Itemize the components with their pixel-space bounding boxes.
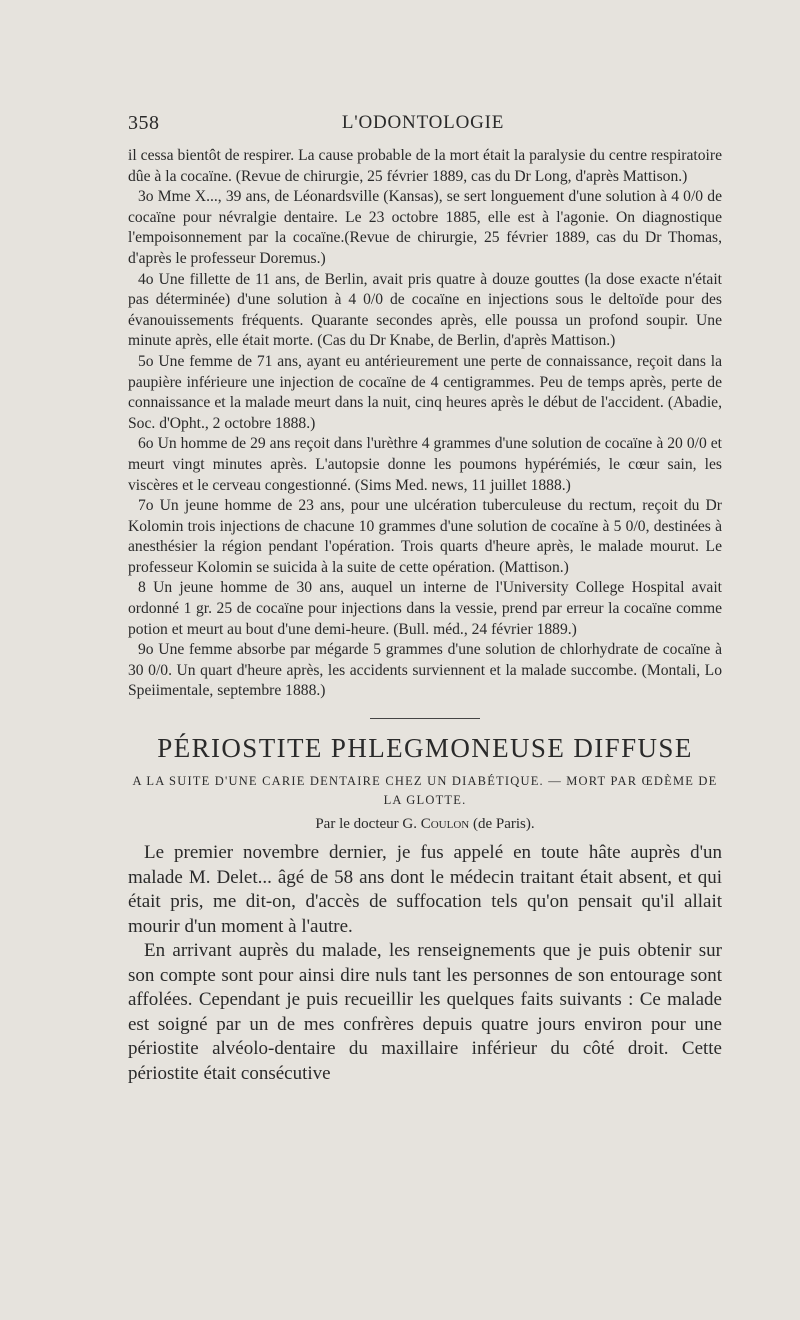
section-divider bbox=[370, 718, 480, 719]
article-title: PÉRIOSTITE PHLEGMONEUSE DIFFUSE bbox=[157, 733, 693, 764]
footnote-paragraph: 9o Une femme absorbe par mégarde 5 grammes d'une solution de chlorhydrate de cocaïne à 30 0/0. Un quart d'heure après, les accidents surviennent et la malade succombe. (Montali, Lo Speiimentale, septembre 1888.) bbox=[128, 641, 722, 700]
article-paragraph: Le premier novembre dernier, je fus appelé en toute hâte auprès d'un malade M. Delet... âgé de 58 ans dont le médecin traitant était absent, et qui était pris, me dit-on, d'accès de suffocation tels qu'on pensait qu'il allait mourir d'un moment à l'autre. bbox=[128, 842, 722, 937]
footnote-paragraph: 8 Un jeune homme de 30 ans, auquel un interne de l'University College Hospital avait ordonné 1 gr. 25 de cocaïne pour injections dans la vessie, prend par erreur la cocaïne comme potion et meurt au bout d'une demi-heure. (Bull. méd., 24 février 1889.) bbox=[128, 579, 722, 638]
page-header bbox=[128, 112, 718, 142]
article-paragraph: En arrivant auprès du malade, les renseignements que je puis obtenir sur son compte sont pour ainsi dire nuls tant les personnes de son entourage sont affolées. Cependant je puis recueillir les quelques faits suivants : Ce malade est soigné par un de mes confrères depuis quatre jours environ pour une périostite alvéolo-dentaire du maxillaire inférieur du côté droit. Cette périostite était consécutive bbox=[128, 940, 722, 1084]
byline-suffix: (de Paris). bbox=[469, 816, 535, 833]
footnote-paragraph: 6o Un homme de 29 ans reçoit dans l'urèthre 4 grammes d'une solution de cocaïne à 20 0/0 et meurt vingt minutes après. L'autopsie donne les poumons hypérémiés, le cœur sain, les viscères et le cerveau congestionné. (Sims Med. news, 11 juillet 1888.) bbox=[128, 435, 722, 494]
page-number: 358 bbox=[128, 112, 160, 134]
page-body bbox=[128, 146, 722, 1086]
footnote-paragraph: 5o Une femme de 71 ans, ayant eu antérieurement une perte de connaissance, reçoit dans la paupière inférieure une injection de cocaïne de 4 centigrammes. Peu de temps après, perte de connaissance et la malade meurt dans la nuit, cinq heures après le début de l'accident. (Abadie, Soc. d'Opht., 2 octobre 1888.) bbox=[128, 352, 722, 432]
article-subtitle: A LA SUITE D'UNE CARIE DENTAIRE CHEZ UN DIABÉTIQUE. — MORT PAR ŒDÈME DE LA GLOTTE. bbox=[132, 774, 718, 808]
author-name: Coulon bbox=[420, 816, 470, 833]
footnote-paragraph: 7o Un jeune homme de 23 ans, pour une ulcération tuberculeuse du rectum, reçoit du Dr Kolomin trois injections de chacune 10 grammes d'une solution de cocaïne à 5 0/0, destinées à anesthésier la région pendant l'opération. Trois quarts d'heure après, le malade mourut. Le professeur Kolomin se suicida à la suite de cette opération. (Mattison.) bbox=[128, 497, 722, 576]
article-byline bbox=[128, 816, 722, 833]
footnote-paragraph: 3o Mme X..., 39 ans, de Léonardsville (Kansas), se sert longuement d'une solution à 4 0/0 de cocaïne pour névralgie dentaire. Le 23 octobre 1885, elle est à l'agonie. On diagnostique l'empoisonnement par la cocaïne.(Revue de chirurgie, 25 février 1889, cas du Dr Thomas, d'après le professeur Doremus.) bbox=[128, 188, 722, 267]
running-title: L'ODONTOLOGIE bbox=[341, 112, 505, 133]
byline-prefix: Par le docteur G. bbox=[315, 816, 421, 833]
footnote-paragraph: 4o Une fillette de 11 ans, de Berlin, avait pris quatre à douze gouttes (la dose exacte n'était pas déterminée) d'une solution à 4 0/0 de cocaïne en injections sous le deltoïde pour des évanouissements fréquents. Quarante secondes après, elle poussa un profond soupir. Une minute après, elle était morte. (Cas du Dr Knabe, de Berlin, d'après Mattison.) bbox=[128, 270, 722, 350]
footnote-paragraph: il cessa bientôt de respirer. La cause probable de la mort était la paralysie du centre respiratoire dûe à la cocaïne. (Revue de chirurgie, 25 février 1889, cas du Dr Long, d'après Mattison.) bbox=[128, 147, 722, 185]
